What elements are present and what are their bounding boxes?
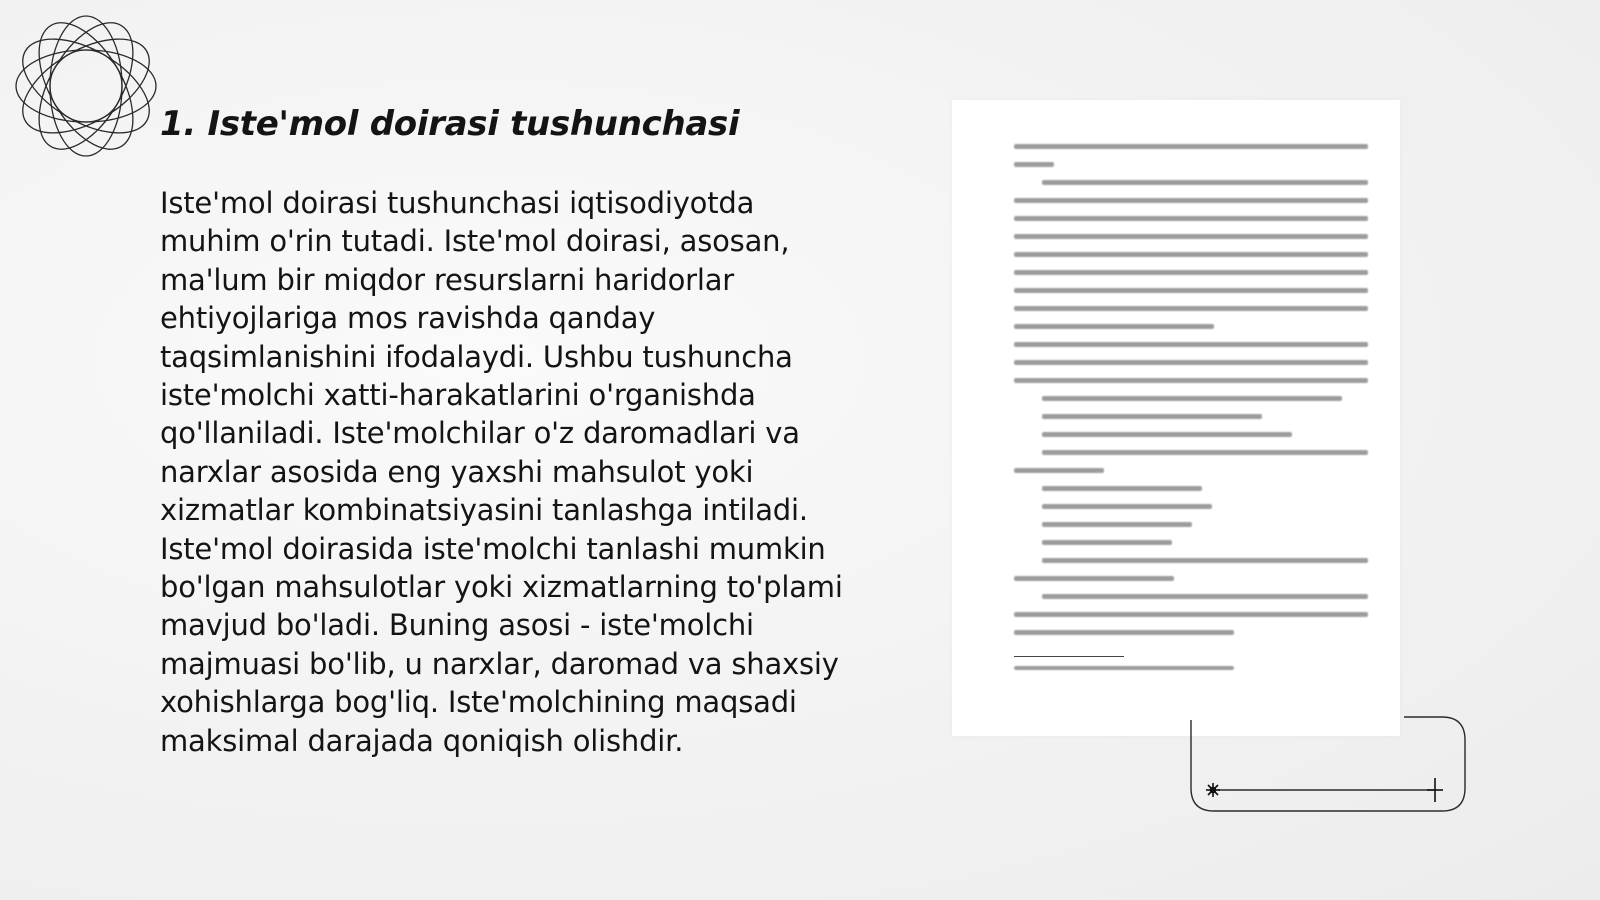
slide-title: 1. Iste'mol doirasi tushunchasi (160, 104, 740, 144)
circular-ornament-icon (8, 8, 164, 164)
sparkle-icon (1206, 783, 1220, 797)
decorative-frame (1190, 716, 1466, 812)
document-page-thumbnail (952, 100, 1400, 736)
four-point-star-icon (1427, 778, 1443, 802)
slide-body-text: Iste'mol doirasi tushunchasi iqtisodiyotda muhim o'rin tutadi. Iste'mol doirasi, asosan, ma'lum bir miqdor resurslarni haridorlar ehtiyojlariga mos ravishda qanday taqsimlanishini ifodalaydi. Ushbu tushuncha iste'molchi xatti-harakatlarini o'rganishda qo'llaniladi. Iste'molchilar o'z daromadlari va narxlar asosida eng yaxshi mahsulot yoki xizmatlar kombinatsiyasini tanlashga intiladi. Iste'mol doirasida iste'molchi tanlashi mumkin bo'lgan mahsulotlar yoki xizmatlarning to'plami mavjud bo'ladi. Buning asosi - iste'molchi majmuasi bo'lib, u narxlar, daromad va shaxsiy xohishlarga bog'liq. Iste'molchining maqsadi maksimal darajada qoniqish olishdir. (160, 186, 843, 758)
